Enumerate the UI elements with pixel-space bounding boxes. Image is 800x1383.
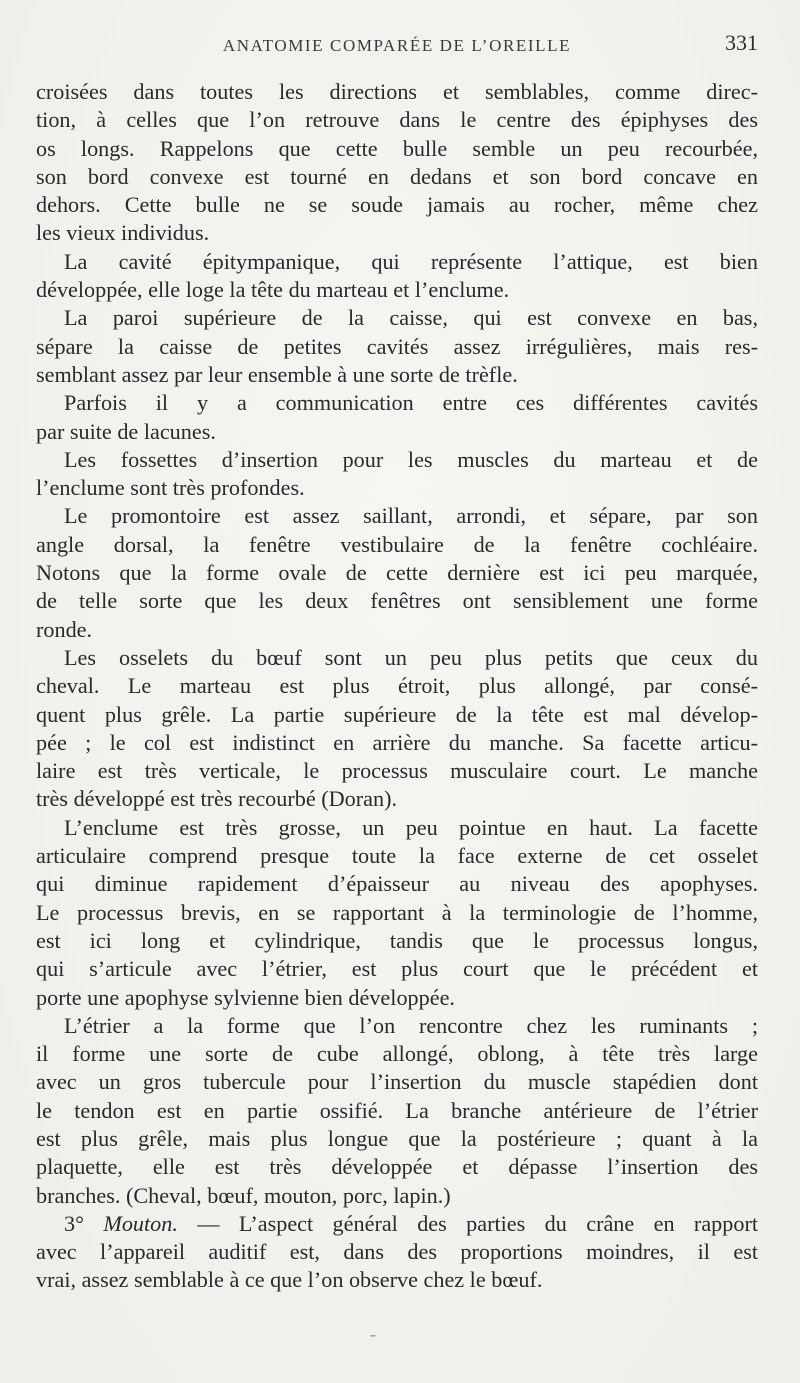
text-line: semblant assez par leur ensemble à une sorte de trèfle. [36, 361, 518, 387]
text-line: branches. (Cheval, bœuf, mouton, porc, lapin.) [36, 1182, 451, 1208]
text-line: cheval. Le marteau est plus étroit, plus allongé, par consé- [36, 673, 758, 699]
text-line: angle dorsal, la fenêtre vestibulaire de la fenêtre cochléaire. [36, 531, 758, 557]
text-line: croisées dans toutes les directions et semblables, comme direc- [36, 79, 758, 104]
text-line: L’enclume est très grosse, un peu pointue en haut. La facette [64, 814, 758, 840]
text-line: sépare la caisse de petites cavités assez irrégulières, mais res- [36, 333, 758, 359]
text-line: le tendon est en partie ossifié. La branche antérieure de l’étrier [36, 1097, 758, 1123]
text-line: très développé est très recourbé (Doran). [36, 786, 398, 812]
text-line: vrai, assez semblable à ce que l’on observe chez le bœuf. [36, 1267, 543, 1293]
running-head [36, 30, 758, 64]
text-line: La paroi supérieure de la caisse, qui est convexe en bas, [64, 305, 758, 331]
text-line: avec l’appareil auditif est, dans des proportions moindres, il est [36, 1239, 758, 1265]
text-line: l’enclume sont très profondes. [36, 475, 305, 501]
text-line: est plus grêle, mais plus longue que la postérieure ; quant à la [36, 1125, 758, 1151]
text-line: tion, à celles que l’on retrouve dans le centre des épiphyses des [36, 107, 758, 133]
page-number: 331 [725, 30, 758, 55]
running-title: ANATOMIE COMPARÉE DE L’OREILLE [222, 36, 572, 55]
text-line: os longs. Rappelons que cette bulle semble un peu recourbée, [36, 135, 758, 161]
text-line: plaquette, elle est très développée et dépasse l’insertion des [36, 1154, 758, 1180]
text-line: qui s’articule avec l’étrier, est plus court que le précédent et [36, 956, 758, 982]
text-line: Les osselets du bœuf sont un peu plus petits que ceux du [64, 644, 758, 670]
text-line: de telle sorte que les deux fenêtres ont sensiblement une forme [36, 588, 758, 614]
text-line: il forme une sorte de cube allongé, oblong, à tête très large [36, 1041, 758, 1067]
body-text [36, 78, 758, 1295]
text-line: avec un gros tubercule pour l’insertion du muscle stapédien dont [36, 1069, 758, 1095]
text-line: articulaire comprend presque toute la face externe de cet osselet [36, 843, 758, 869]
text-line: est ici long et cylindrique, tandis que le processus longus, [36, 927, 758, 953]
text-line: dehors. Cette bulle ne se soude jamais au rocher, même chez [36, 192, 758, 218]
text-line: qui diminue rapidement d’épaisseur au niveau des apophyses. [36, 871, 758, 897]
text-line: Le processus brevis, en se rapportant à la terminologie de l’homme, [36, 899, 758, 925]
text-line: porte une apophyse sylvienne bien développée. [36, 984, 455, 1010]
text-line: Le promontoire est assez saillant, arrondi, et sépare, par son [64, 503, 758, 529]
text-line: pée ; le col est indistinct en arrière du manche. Sa facette articu- [36, 729, 758, 755]
text-line: L’étrier a la forme que l’on rencontre chez les ruminants ; [64, 1012, 758, 1038]
text-line: quent plus grêle. La partie supérieure de la tête est mal dévelop- [36, 701, 758, 727]
text-line: Notons que la forme ovale de cette dernière est ici peu marquée, [36, 560, 758, 586]
text-line: laire est très verticale, le processus musculaire court. Le manche [36, 758, 758, 784]
text-line: ronde. [36, 616, 93, 642]
text-line: 3° Mouton. — L’aspect général des parties du crâne en rapport [64, 1210, 758, 1236]
text-line: les vieux individus. [36, 220, 210, 246]
section-title-italic: Mouton. [103, 1210, 178, 1236]
text-line: Parfois il y a communication entre ces différentes cavités [64, 390, 758, 416]
text-line: par suite de lacunes. [36, 418, 216, 444]
text-line: La cavité épitympanique, qui représente l’attique, est bien [64, 248, 758, 274]
text-line: Les fossettes d’insertion pour les muscles du marteau et de [64, 446, 758, 472]
page-speck: - [370, 1324, 376, 1344]
text-line: développée, elle loge la tête du marteau et l’enclume. [36, 277, 510, 303]
text-line: son bord convexe est tourné en dedans et son bord concave en [36, 163, 758, 189]
